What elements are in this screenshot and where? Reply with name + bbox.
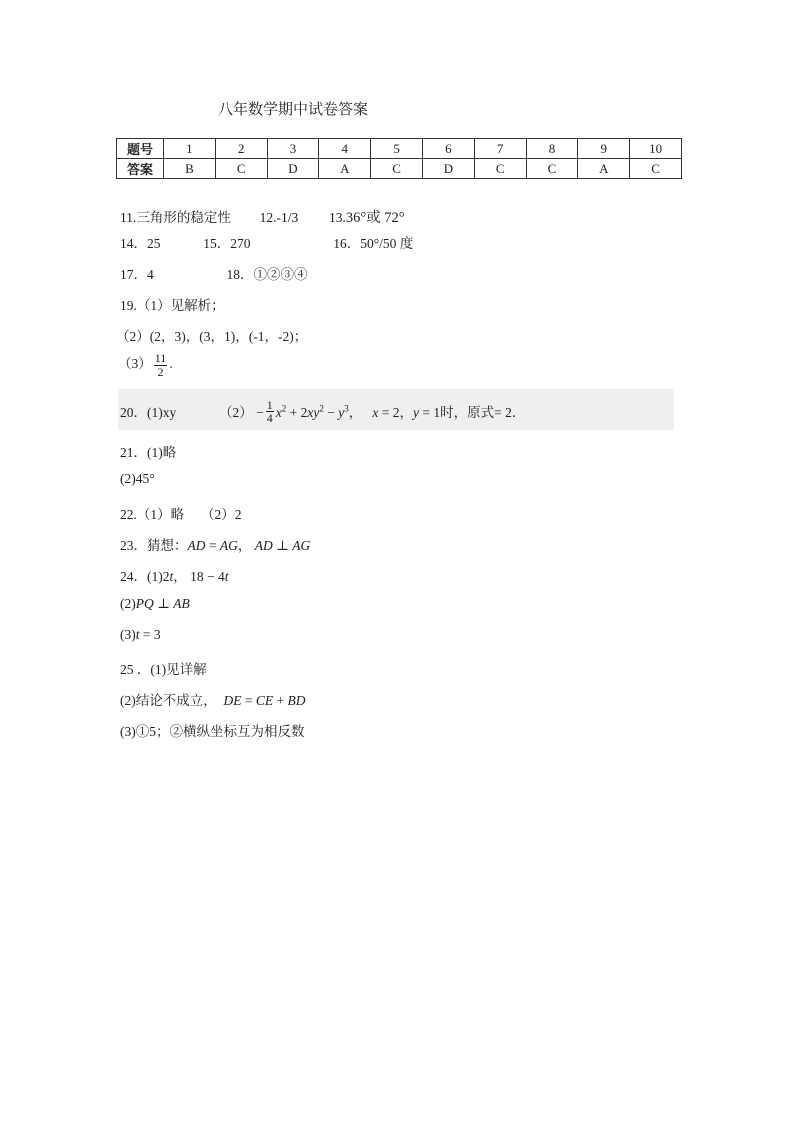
answer-23-prefix: 23．猜想： <box>120 538 188 553</box>
answer-20-2-prefix: （2） <box>219 405 253 420</box>
page-title: 八年数学期中试卷答案 <box>218 102 369 118</box>
table-cell: 6 <box>422 139 474 159</box>
answer-16: 16．50°/50 度 <box>333 236 414 251</box>
answer-17: 17．4 <box>120 267 154 282</box>
answer-11: 11.三角形的稳定性 <box>120 210 231 225</box>
answer-24-2: (2)PQ ⊥ AB <box>120 596 190 611</box>
answer-24-1: 24．(1)2t， 18 − 4t <box>120 569 229 584</box>
table-cell: B <box>164 159 216 179</box>
answer-25-3: (3)①5；②横纵坐标互为相反数 <box>120 724 305 739</box>
answer-18: 18．①②③④ <box>226 267 308 282</box>
table-cell: A <box>578 159 630 179</box>
answer-24-2-prefix: (2) <box>120 596 136 611</box>
table-cell: 5 <box>371 139 423 159</box>
answer-23: 23．猜想：AD = AG， AD ⊥ AG <box>120 538 311 553</box>
answer-12: 12.-1/3 <box>259 210 299 225</box>
table-cell: 9 <box>578 139 630 159</box>
fraction-numerator: 11 <box>154 351 167 365</box>
fraction-denominator: 4 <box>266 411 273 426</box>
answer-table <box>116 138 682 179</box>
table-header-number: 题号 <box>117 139 164 159</box>
answer-15: 15．270 <box>203 236 251 251</box>
answer-14: 14．25 <box>120 236 161 251</box>
fraction-numerator: 1 <box>266 397 273 412</box>
table-cell: 3 <box>267 139 319 159</box>
answer-25-1: 25 ．(1)见详解 <box>120 662 207 677</box>
answer-13-prefix: 13. <box>329 210 346 225</box>
table-cell: 4 <box>319 139 371 159</box>
table-cell: C <box>526 159 578 179</box>
table-cell: C <box>371 159 423 179</box>
answer-20-1: 20．(1)xy <box>120 405 177 420</box>
table-cell: 7 <box>474 139 526 159</box>
table-header-answer: 答案 <box>117 159 164 179</box>
answer-13: 36°或 72° <box>345 210 405 226</box>
table-cell: D <box>267 159 319 179</box>
table-cell: 10 <box>630 139 682 159</box>
answer-21-2: (2)45° <box>120 471 155 486</box>
table-row-answers <box>117 159 682 179</box>
fraction-denominator: 2 <box>157 364 164 379</box>
table-cell: A <box>319 159 371 179</box>
table-cell: C <box>474 159 526 179</box>
table-cell: C <box>215 159 267 179</box>
table-cell: D <box>422 159 474 179</box>
fraction-eleven-halves <box>154 352 168 378</box>
answer-20 <box>120 397 526 426</box>
answer-22: 22.（1）略 （2）2 <box>120 507 242 522</box>
table-cell: C <box>630 159 682 179</box>
answer-line-14-16 <box>120 232 413 252</box>
table-cell: 1 <box>164 139 216 159</box>
answer-19-1: 19.（1）见解析； <box>120 298 225 313</box>
fraction-one-quarter <box>266 399 274 425</box>
table-cell: 2 <box>215 139 267 159</box>
answer-19-3-prefix: （3） <box>118 356 152 372</box>
answer-25-2: (2)结论不成立， DE = CE + BD <box>120 693 306 708</box>
answer-19-2: （2）(2，3)，(3，1)，(-1，-2)； <box>116 329 308 344</box>
answer-line-17-18 <box>120 263 308 283</box>
answer-24-prefix: 24．(1) <box>120 569 163 584</box>
answer-21-1: 21．(1)略 <box>120 445 177 460</box>
answer-24-3: (3)t = 3 <box>120 627 161 642</box>
answer-20-2-expression: − $\frac{1}{4}$ $x^2 + 2xy^2 - y^3$， x = 2，y = 1 <box>256 397 441 426</box>
answer-20-2-tail: 时，原式= 2． <box>440 405 526 420</box>
table-cell: 8 <box>526 139 578 159</box>
answer-19-3: （3） $\frac{11}{2}$ . <box>118 351 173 379</box>
answer-line-11-13 <box>120 206 405 227</box>
answer-25-2-prefix: (2)结论不成立， <box>120 693 217 708</box>
answer-24-3-prefix: (3) <box>120 627 136 642</box>
table-row-numbers <box>117 139 682 159</box>
